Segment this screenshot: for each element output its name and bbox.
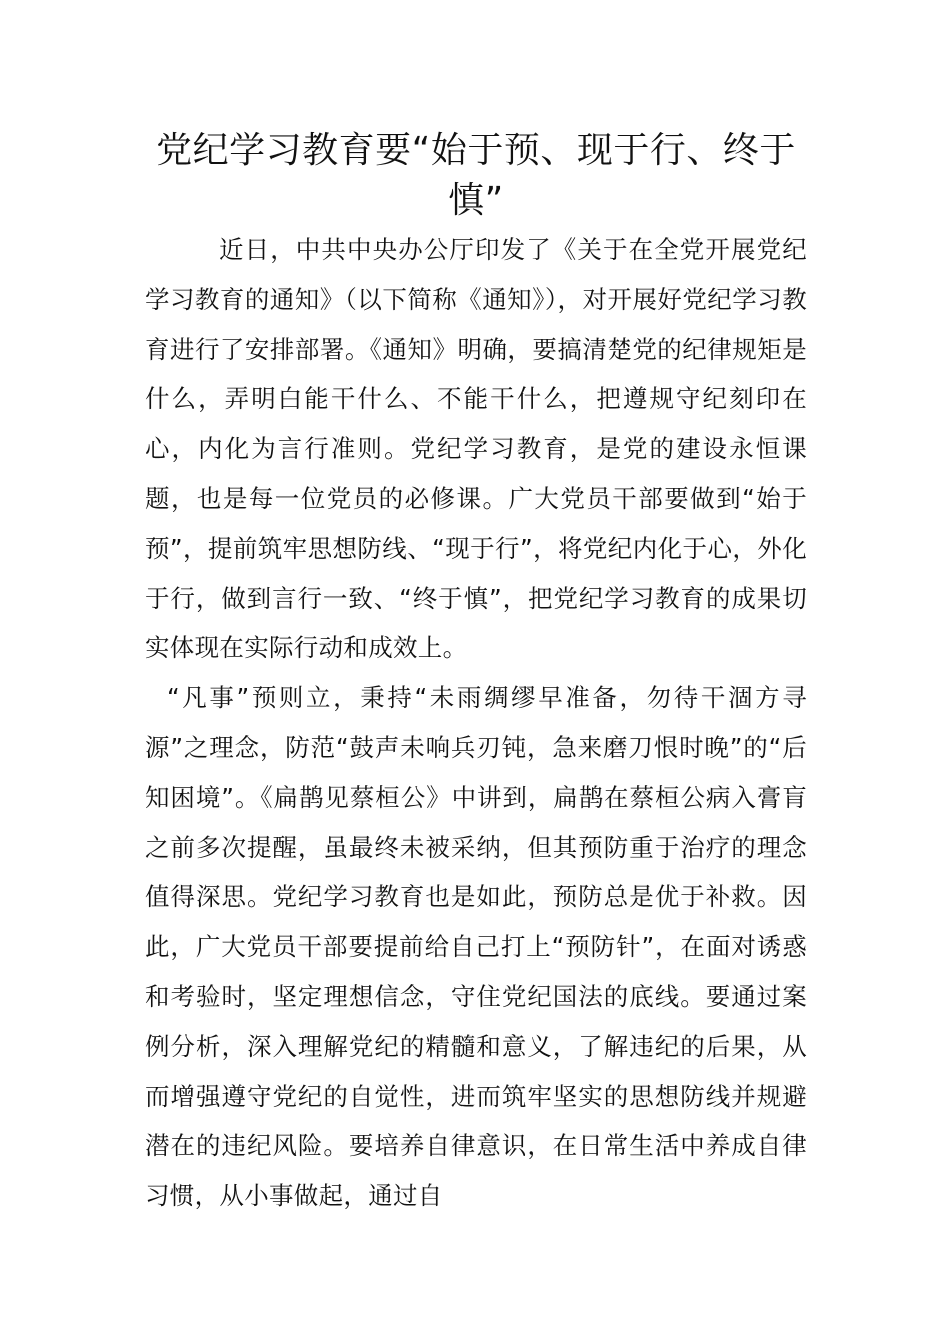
paragraph-2: “凡事”预则立，秉持“未雨绸缪早准备，勿待干涸方寻源”之理念，防范“鼓声未响兵刃钝，急来磨刀恨时晚”的“后知困境”。《扁鹊见蔡桓公》中讲到，扁鹊在蔡桓公病入膏肓之前多次提醒，虽最终未被采纳，但其预防重于治疗的理念值得深思。党纪学习教育也是如此，预防总是优于补救。因此，广大党员干部要提前给自己打上“预防针”，在面对诱惑和考验时，坚定理想信念，守住党纪国法的底线。要通过案例分析，深入理解党纪的精髓和意义，了解违纪的后果，从而增强遵守党纪的自觉性，进而筑牢坚实的思想防线并规避潜在的违纪风险。要培养自律意识，在日常生活中养成自律习惯，从小事做起，通过自 — [145, 683, 807, 1211]
document-body — [145, 225, 807, 1221]
document-title: 党纪学习教育要“始于预、现于行、终于慎” — [156, 130, 796, 221]
paragraph-1: 近日，中共中央办公厅印发了《关于在全党开展党纪学习教育的通知》（以下简称《通知》），对开展好党纪学习教育进行了安排部署。《通知》明确，要搞清楚党的纪律规矩是什么，弄明白能干什么、不能干什么，把遵规守纪刻印在心，内化为言行准则。党纪学习教育，是党的建设永恒课题，也是每一位党员的必修课。广大党员干部要做到“始于预”，提前筑牢思想防线、“现于行”，将党纪内化于心，外化于行，做到言行一致、“终于慎”，把党纪学习教育的成果切实体现在实际行动和成效上。 — [145, 235, 807, 663]
